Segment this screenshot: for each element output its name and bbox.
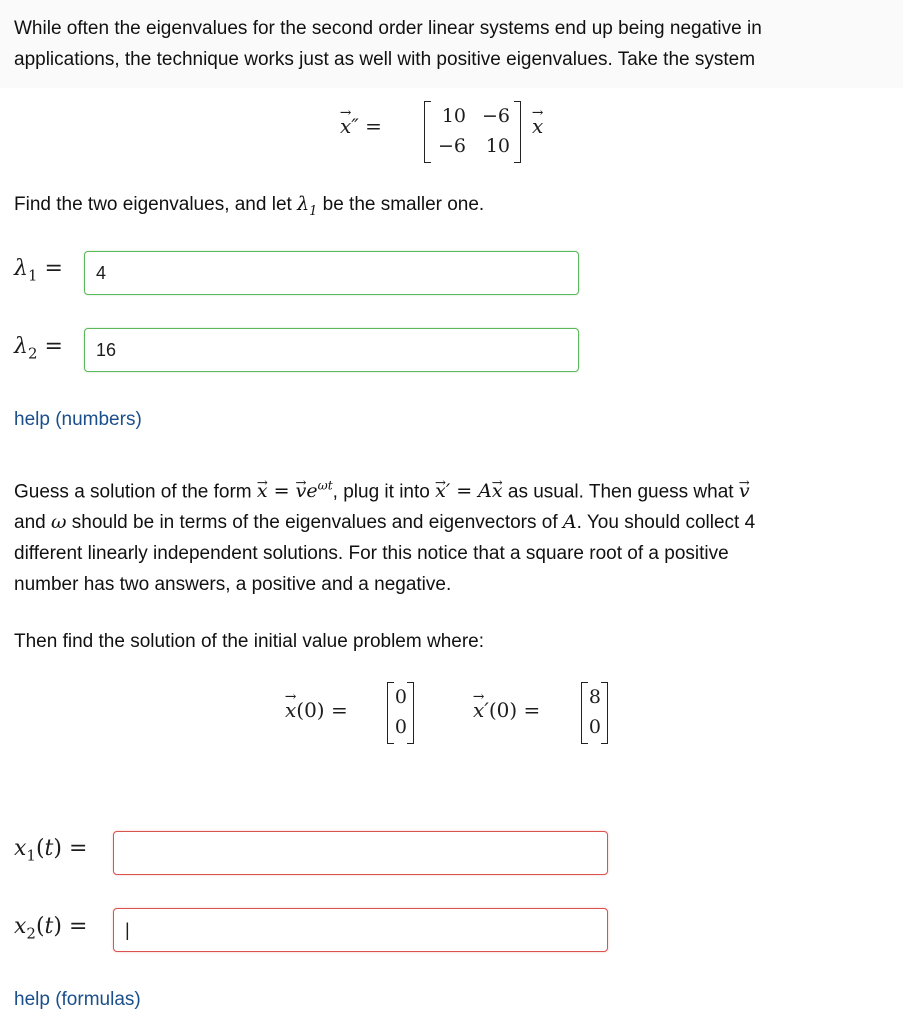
matrix-a21: −6 [437,135,466,157]
dx0-top: 8 [588,686,601,708]
intro-paragraph [14,13,762,75]
dx0-bottom: 0 [588,716,601,738]
matrix-a12: −6 [481,105,510,127]
lambda2-label: $\lambda_2$ = [14,334,63,363]
guess-line-3: different linearly independent solutions. For this notice that a square root of a positive [14,543,729,565]
x1-input[interactable] [113,831,608,875]
system-equation: → x″ = 10 −6 −6 10 → x [340,98,560,168]
help-numbers-link[interactable]: help (numbers) [14,409,142,430]
x0-vector [391,682,407,742]
matrix-a22: 10 [485,135,510,157]
matrix-a11: 10 [441,105,466,127]
x0-bottom: 0 [394,716,407,738]
guess-paragraph: Guess a solution of the form → x = → $ve^{\omega t}$, plug it into → x′ = A→ x as usual. Then guess what → v and ω should be in terms of the eigenvalues and eigenvectors of A. You should collect 4 different linearly independent solutions. For this notice that a square root of a positive number has two answers, a positive and a negative. [14,471,755,600]
intro-line-1: While often the eigenvalues for the second order linear systems end up being negative in [14,18,762,39]
x0-top: 0 [394,686,407,708]
eigen-prompt: Find the two eigenvalues, and let $\lambda_1$ be the smaller one. [14,193,485,219]
initial-conditions: → x(0) = 0 0 → x′(0) = 8 0 [285,678,615,748]
guess-line-4: number has two answers, a positive and a negative. [14,574,452,596]
ivp-prompt: Then find the solution of the initial value problem where: [14,631,484,652]
help-formulas-link[interactable]: help (formulas) [14,989,141,1010]
x2-label: $x_2(t)$ = [14,914,88,943]
dx0-vector [585,682,601,742]
intro-line-2: applications, the technique works just as well with positive eigenvalues. Take the system [14,49,756,70]
system-matrix [430,101,510,161]
lambda2-input[interactable]: 16 [84,328,579,372]
x1-label: $x_1(t)$ = [14,836,88,865]
lambda1-label: $\lambda_1$ = [14,256,63,285]
x2-input[interactable]: | [113,908,608,952]
lambda1-input[interactable]: 4 [84,251,579,295]
